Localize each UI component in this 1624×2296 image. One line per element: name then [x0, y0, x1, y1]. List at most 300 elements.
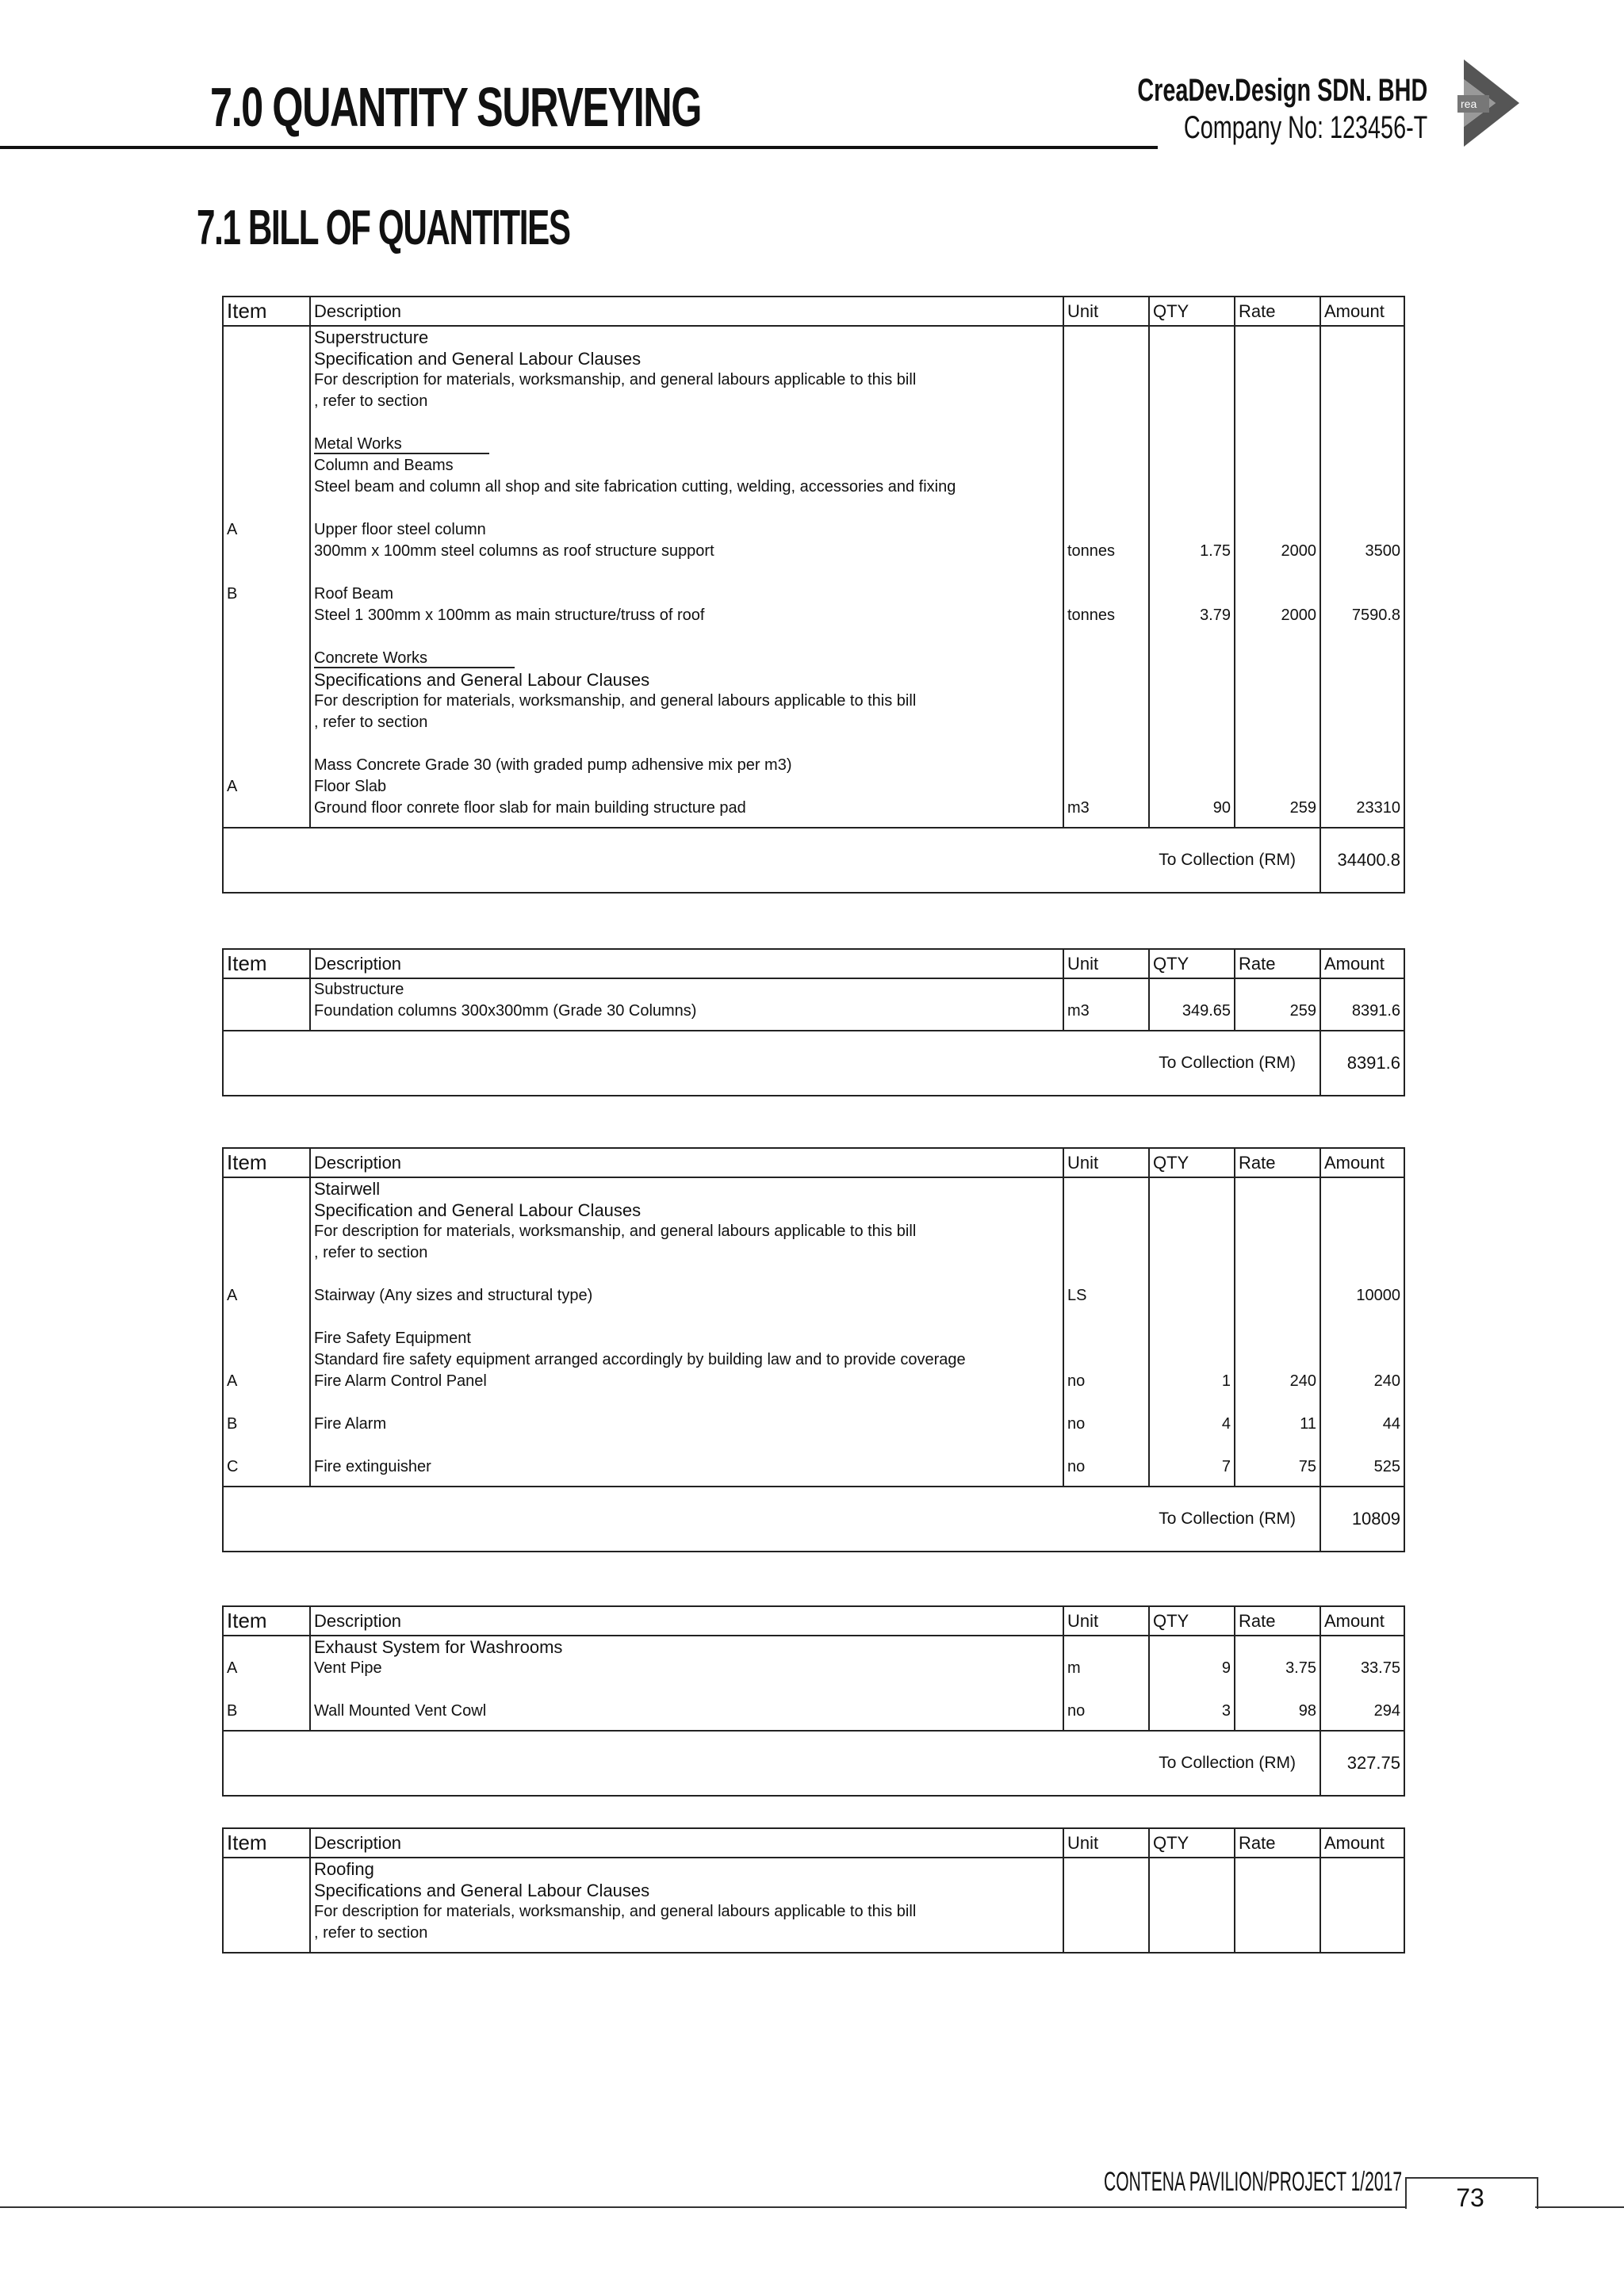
column-header-qty: QTY: [1149, 949, 1235, 978]
line-desc: [314, 562, 1059, 584]
line-item: [227, 1307, 306, 1328]
line-unit: [1067, 1178, 1145, 1200]
bill-column-qty: [1149, 978, 1235, 1031]
line-qty: [1153, 498, 1231, 519]
line-unit: [1067, 1264, 1145, 1285]
line-qty: [1153, 733, 1231, 755]
line-desc: Specification and General Labour Clauses: [314, 1200, 642, 1220]
line-unit: m3: [1067, 799, 1090, 817]
column-header-qty: QTY: [1149, 1828, 1235, 1858]
line-item: [227, 733, 306, 755]
line-desc: Specifications and General Labour Clauses: [314, 1881, 650, 1900]
line-amount: [1324, 434, 1400, 455]
line-desc: Stairwell: [314, 1179, 381, 1199]
line-item: [227, 562, 306, 584]
bill-column-amount: [1320, 1636, 1404, 1731]
line-rate: [1239, 648, 1316, 669]
line-amount: 10000: [1356, 1287, 1400, 1304]
line-qty: [1153, 391, 1231, 412]
line-item: [227, 1636, 306, 1658]
bill-header-row: [223, 1148, 1404, 1177]
footer-project: CONTENA PAVILION/PROJECT 1/2017: [1104, 2167, 1403, 2197]
line-amount: 240: [1373, 1372, 1400, 1390]
line-rate: [1239, 626, 1316, 648]
line-desc: Exhaust System for Washrooms: [314, 1637, 563, 1657]
line-unit: [1067, 455, 1145, 476]
line-desc: Fire Alarm: [314, 1415, 387, 1433]
line-item: [227, 1880, 306, 1901]
line-amount: 44: [1382, 1415, 1400, 1433]
bill-column-item: [223, 978, 310, 1031]
bill-column-qty: [1149, 1177, 1235, 1487]
line-desc: Foundation columns 300x300mm (Grade 30 Columns): [314, 1002, 697, 1020]
line-unit: [1067, 519, 1145, 541]
line-desc: For description for materials, worksmanship, and general labours applicable to this bill: [314, 1903, 917, 1920]
company-block: [1025, 73, 1427, 146]
line-amount: [1324, 369, 1400, 391]
line-desc: [314, 1307, 1059, 1328]
line-qty: [1153, 1636, 1231, 1658]
bill-column-amount: [1320, 326, 1404, 828]
line-desc: Column and Beams: [314, 457, 454, 474]
line-qty: 4: [1221, 1415, 1231, 1433]
line-amount: 33.75: [1360, 1659, 1400, 1677]
line-qty: [1153, 519, 1231, 541]
line-desc: Superstructure: [314, 327, 429, 347]
line-amount: [1324, 626, 1400, 648]
company-number: Company No: 123456-T: [1183, 110, 1427, 145]
line-rate: 11: [1300, 1415, 1316, 1433]
line-unit: [1067, 327, 1145, 348]
line-amount: [1324, 412, 1400, 434]
total-label: To Collection (RM): [223, 1487, 1320, 1552]
line-qty: [1153, 1285, 1231, 1307]
line-qty: 90: [1212, 799, 1231, 817]
line-unit: [1067, 1679, 1145, 1701]
bill-column-rate: [1235, 978, 1320, 1031]
line-amount: [1324, 1880, 1400, 1901]
line-unit: [1067, 498, 1145, 519]
line-desc: Wall Mounted Vent Cowl: [314, 1702, 487, 1720]
bill-table-exhaust: [222, 1605, 1405, 1797]
footer-rule-right: [1535, 2206, 1624, 2208]
line-qty: [1153, 669, 1231, 691]
line-item: [227, 1200, 306, 1221]
line-item: [227, 1435, 306, 1456]
column-header-rate: Rate: [1235, 297, 1320, 326]
line-desc: 300mm x 100mm steel columns as roof structure support: [314, 542, 714, 560]
line-desc: Floor Slab: [314, 778, 387, 795]
column-header-description: Description: [310, 949, 1063, 978]
line-unit: [1067, 476, 1145, 498]
column-header-description: Description: [310, 297, 1063, 326]
line-qty: 3.79: [1200, 607, 1231, 624]
company-name: CreaDev.Design SDN. BHD: [1137, 73, 1427, 108]
line-qty: [1153, 327, 1231, 348]
line-rate: [1239, 1923, 1316, 1944]
line-qty: [1153, 1880, 1231, 1901]
line-qty: [1153, 979, 1231, 1001]
bill-column-desc: [310, 1858, 1063, 1953]
line-unit: [1067, 626, 1145, 648]
line-desc: Fire Alarm Control Panel: [314, 1372, 487, 1390]
line-item: B: [227, 1415, 238, 1433]
total-label: To Collection (RM): [223, 1031, 1320, 1096]
line-qty: [1153, 1178, 1231, 1200]
line-item: [227, 541, 306, 562]
line-item: [227, 369, 306, 391]
line-desc: Standard fire safety equipment arranged accordingly by building law and to provide coverage: [314, 1351, 966, 1368]
bill-column-rate: [1235, 326, 1320, 828]
line-unit: [1067, 691, 1145, 712]
line-item: [227, 648, 306, 669]
bill-column-desc: [310, 1636, 1063, 1731]
line-rate: [1239, 434, 1316, 455]
line-rate: [1239, 1901, 1316, 1923]
column-header-amount: Amount: [1320, 297, 1404, 326]
line-amount: [1324, 327, 1400, 348]
line-amount: [1324, 1679, 1400, 1701]
bill-column-qty: [1149, 1636, 1235, 1731]
line-amount: [1324, 669, 1400, 691]
line-item: [227, 1001, 306, 1022]
line-amount: [1324, 979, 1400, 1001]
line-item: A: [227, 521, 238, 538]
total-value: 327.75: [1320, 1731, 1404, 1796]
line-item: [227, 1923, 306, 1944]
bill-header-row: [223, 297, 1404, 326]
line-qty: [1153, 584, 1231, 605]
line-qty: [1153, 1901, 1231, 1923]
total-value: 8391.6: [1320, 1031, 1404, 1096]
line-item: [227, 1392, 306, 1414]
line-amount: [1324, 1923, 1400, 1944]
bill-body-row: [223, 326, 1404, 828]
line-rate: [1239, 1435, 1316, 1456]
line-rate: [1239, 519, 1316, 541]
line-unit: [1067, 1221, 1145, 1242]
line-qty: [1153, 1328, 1231, 1349]
bill-column-unit: [1063, 978, 1149, 1031]
bill-table-stairwell: [222, 1147, 1405, 1552]
bill-column-unit: [1063, 326, 1149, 828]
line-item: [227, 755, 306, 776]
line-amount: [1324, 1307, 1400, 1328]
line-item: [227, 712, 306, 733]
column-header-unit: Unit: [1063, 1148, 1149, 1177]
line-rate: [1239, 1200, 1316, 1221]
line-desc: For description for materials, worksmanship, and general labours applicable to this bill: [314, 1223, 917, 1240]
line-unit: m: [1067, 1659, 1081, 1677]
line-rate: [1239, 669, 1316, 691]
line-item: [227, 1901, 306, 1923]
line-unit: [1067, 369, 1145, 391]
line-desc: Mass Concrete Grade 30 (with graded pump adhensive mix per m3): [314, 756, 792, 774]
bill-column-amount: [1320, 978, 1404, 1031]
column-header-rate: Rate: [1235, 1148, 1320, 1177]
line-unit: [1067, 584, 1145, 605]
bill-total-row: [223, 1487, 1404, 1552]
line-qty: [1153, 412, 1231, 434]
line-amount: [1324, 1901, 1400, 1923]
line-rate: [1239, 1242, 1316, 1264]
line-qty: [1153, 691, 1231, 712]
line-unit: [1067, 348, 1145, 369]
line-desc: Steel 1 300mm x 100mm as main structure/truss of roof: [314, 607, 705, 624]
line-desc: Ground floor conrete floor slab for main building structure pad: [314, 799, 746, 817]
line-desc: Roofing: [314, 1859, 374, 1879]
line-desc: , refer to section: [314, 1244, 428, 1261]
bill-column-desc: [310, 326, 1063, 828]
line-item: [227, 798, 306, 819]
line-amount: [1324, 1858, 1400, 1880]
line-item: [227, 1221, 306, 1242]
line-rate: [1239, 1858, 1316, 1880]
line-desc: [314, 434, 1059, 455]
line-unit: no: [1067, 1415, 1086, 1433]
line-amount: [1324, 562, 1400, 584]
line-unit: [1067, 1636, 1145, 1658]
line-unit: [1067, 979, 1145, 1001]
column-header-rate: Rate: [1235, 1828, 1320, 1858]
column-header-amount: Amount: [1320, 949, 1404, 978]
logo-text: rea: [1461, 98, 1477, 110]
bill-column-amount: [1320, 1177, 1404, 1487]
line-desc: [314, 1679, 1059, 1701]
line-qty: [1153, 712, 1231, 733]
column-header-unit: Unit: [1063, 297, 1149, 326]
line-item: [227, 1679, 306, 1701]
line-desc: [314, 648, 1059, 669]
heading-underlined: Concrete Works: [314, 649, 515, 668]
bill-header-row: [223, 1606, 1404, 1636]
line-unit: tonnes: [1067, 607, 1116, 624]
line-qty: [1153, 776, 1231, 798]
line-rate: [1239, 691, 1316, 712]
bill-body-row: [223, 1858, 1404, 1953]
line-amount: [1324, 348, 1400, 369]
line-amount: [1324, 498, 1400, 519]
line-rate: [1239, 562, 1316, 584]
bill-column-item: [223, 1858, 310, 1953]
bill-column-item: [223, 326, 310, 828]
line-item: [227, 348, 306, 369]
line-item: [227, 391, 306, 412]
line-unit: [1067, 669, 1145, 691]
line-rate: [1239, 755, 1316, 776]
line-rate: [1239, 1178, 1316, 1200]
line-qty: [1153, 1349, 1231, 1371]
column-header-item: Item: [223, 949, 310, 978]
line-desc: Upper floor steel column: [314, 521, 486, 538]
line-qty: [1153, 1242, 1231, 1264]
bill-column-qty: [1149, 1858, 1235, 1953]
bill-column-desc: [310, 1177, 1063, 1487]
line-item: [227, 327, 306, 348]
line-unit: [1067, 1242, 1145, 1264]
bill-header-row: [223, 949, 1404, 978]
line-rate: 259: [1289, 1002, 1316, 1020]
line-qty: 3: [1221, 1702, 1231, 1720]
line-amount: 23310: [1356, 799, 1400, 817]
line-desc: Fire Safety Equipment: [314, 1330, 471, 1347]
column-header-unit: Unit: [1063, 949, 1149, 978]
bill-column-desc: [310, 978, 1063, 1031]
line-unit: [1067, 755, 1145, 776]
line-rate: [1239, 584, 1316, 605]
line-desc: Stairway (Any sizes and structural type): [314, 1287, 593, 1304]
column-header-item: Item: [223, 1606, 310, 1636]
line-unit: [1067, 1923, 1145, 1944]
column-header-amount: Amount: [1320, 1828, 1404, 1858]
line-rate: [1239, 1328, 1316, 1349]
line-rate: 75: [1298, 1458, 1316, 1475]
line-rate: [1239, 1679, 1316, 1701]
line-unit: [1067, 1349, 1145, 1371]
line-amount: 294: [1373, 1702, 1400, 1720]
line-unit: [1067, 1392, 1145, 1414]
line-unit: [1067, 776, 1145, 798]
bill-body-row: [223, 978, 1404, 1031]
line-amount: [1324, 1242, 1400, 1264]
column-header-item: Item: [223, 1148, 310, 1177]
line-qty: [1153, 1435, 1231, 1456]
line-qty: [1153, 455, 1231, 476]
line-item: [227, 1178, 306, 1200]
bill-table-roofing: [222, 1827, 1405, 1954]
line-item: [227, 1328, 306, 1349]
line-rate: 2000: [1281, 607, 1316, 624]
line-desc: [314, 412, 1059, 434]
column-header-qty: QTY: [1149, 297, 1235, 326]
line-qty: [1153, 1200, 1231, 1221]
line-rate: [1239, 412, 1316, 434]
line-amount: [1324, 712, 1400, 733]
total-value: 10809: [1320, 1487, 1404, 1552]
line-rate: 240: [1289, 1372, 1316, 1390]
line-amount: [1324, 455, 1400, 476]
bill-total-row: [223, 828, 1404, 893]
column-header-rate: Rate: [1235, 949, 1320, 978]
line-qty: [1153, 1858, 1231, 1880]
line-qty: [1153, 1264, 1231, 1285]
line-rate: [1239, 1349, 1316, 1371]
line-item: [227, 979, 306, 1001]
subtitle: 7.1 BILL OF QUANTITIES: [197, 201, 570, 255]
line-amount: [1324, 391, 1400, 412]
line-unit: no: [1067, 1702, 1086, 1720]
column-header-amount: Amount: [1320, 1606, 1404, 1636]
column-header-unit: Unit: [1063, 1606, 1149, 1636]
line-desc: , refer to section: [314, 1924, 428, 1942]
line-item: [227, 455, 306, 476]
line-unit: tonnes: [1067, 542, 1116, 560]
line-rate: 98: [1298, 1702, 1316, 1720]
line-item: [227, 605, 306, 626]
bill-header-row: [223, 1828, 1404, 1858]
line-unit: LS: [1067, 1287, 1087, 1304]
line-amount: 7590.8: [1351, 607, 1400, 624]
line-rate: [1239, 498, 1316, 519]
line-rate: [1239, 476, 1316, 498]
line-desc: Substructure: [314, 981, 404, 998]
line-rate: [1239, 776, 1316, 798]
bill-column-rate: [1235, 1177, 1320, 1487]
line-rate: [1239, 733, 1316, 755]
line-unit: no: [1067, 1372, 1086, 1390]
line-unit: [1067, 391, 1145, 412]
line-desc: Roof Beam: [314, 585, 394, 603]
line-item: [227, 626, 306, 648]
line-item: A: [227, 1659, 238, 1677]
line-amount: [1324, 755, 1400, 776]
line-amount: [1324, 1636, 1400, 1658]
line-amount: [1324, 1264, 1400, 1285]
line-desc: [314, 626, 1059, 648]
line-rate: 2000: [1281, 542, 1316, 560]
line-desc: , refer to section: [314, 714, 428, 731]
bill-column-rate: [1235, 1636, 1320, 1731]
line-desc: Specification and General Labour Clauses: [314, 349, 642, 369]
bill-table-superstructure: [222, 296, 1405, 894]
line-qty: [1153, 1221, 1231, 1242]
line-qty: 1: [1221, 1372, 1231, 1390]
line-unit: [1067, 648, 1145, 669]
column-header-unit: Unit: [1063, 1828, 1149, 1858]
line-qty: [1153, 1392, 1231, 1414]
line-desc: [314, 1392, 1059, 1414]
line-unit: [1067, 1435, 1145, 1456]
line-item: [227, 1349, 306, 1371]
company-logo-icon: [1456, 55, 1527, 151]
section-title: 7.0 QUANTITY SURVEYING: [210, 76, 702, 138]
line-amount: [1324, 648, 1400, 669]
line-amount: [1324, 476, 1400, 498]
line-rate: [1239, 1636, 1316, 1658]
column-header-item: Item: [223, 297, 310, 326]
line-amount: [1324, 584, 1400, 605]
line-qty: 349.65: [1182, 1002, 1231, 1020]
line-rate: [1239, 712, 1316, 733]
line-amount: [1324, 776, 1400, 798]
line-desc: For description for materials, worksmanship, and general labours applicable to this bill: [314, 692, 917, 710]
line-unit: [1067, 712, 1145, 733]
line-item: B: [227, 585, 238, 603]
line-rate: [1239, 1285, 1316, 1307]
line-item: [227, 1242, 306, 1264]
line-item: [227, 1858, 306, 1880]
line-item: [227, 691, 306, 712]
line-amount: [1324, 1435, 1400, 1456]
footer-rule: [0, 2206, 1405, 2208]
bill-column-rate: [1235, 1858, 1320, 1953]
line-qty: [1153, 626, 1231, 648]
line-desc: Fire extinguisher: [314, 1458, 431, 1475]
line-amount: 525: [1373, 1458, 1400, 1475]
line-item: A: [227, 1372, 238, 1390]
line-qty: [1153, 348, 1231, 369]
line-qty: [1153, 1679, 1231, 1701]
line-rate: [1239, 1392, 1316, 1414]
bill-column-qty: [1149, 326, 1235, 828]
bill-body-row: [223, 1636, 1404, 1731]
line-rate: 3.75: [1285, 1659, 1316, 1677]
line-amount: [1324, 519, 1400, 541]
line-rate: [1239, 369, 1316, 391]
line-rate: [1239, 391, 1316, 412]
line-amount: [1324, 1349, 1400, 1371]
line-unit: [1067, 434, 1145, 455]
